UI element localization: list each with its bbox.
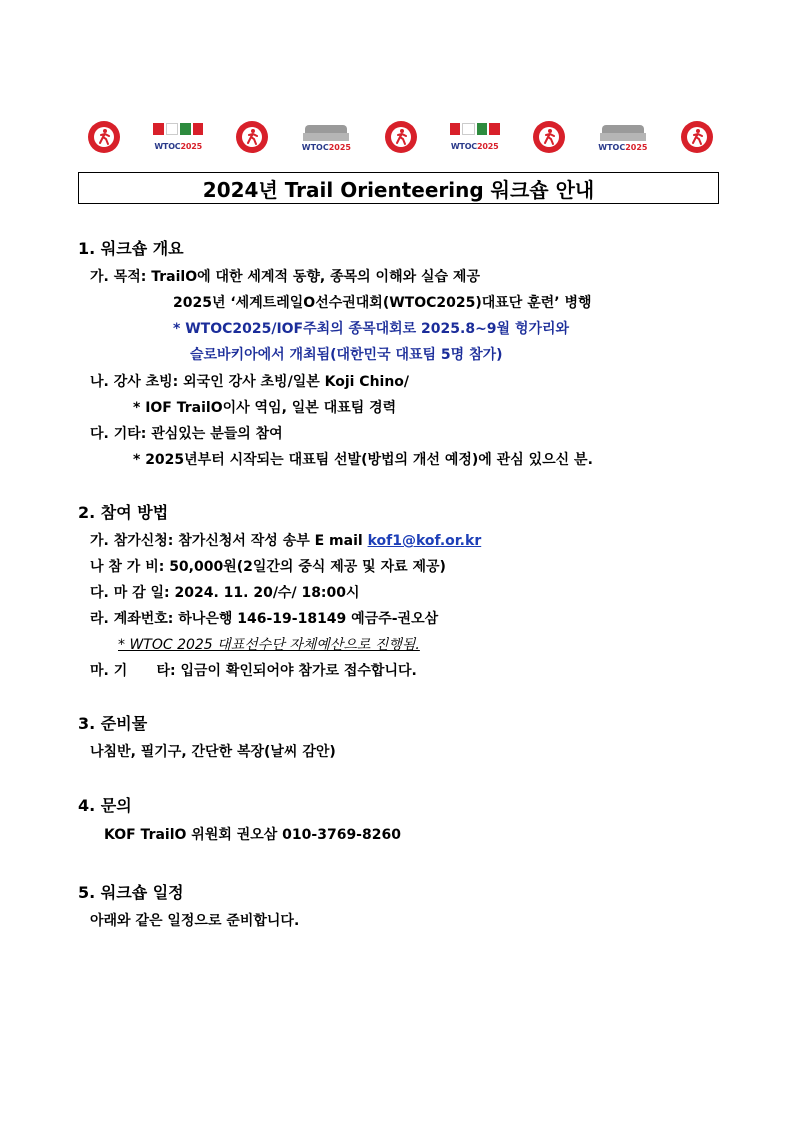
s1-instructor: 나. 강사 초빙: 외국인 강사 초빙/일본 Koji Chino/ <box>90 374 410 390</box>
s2-application-label: 가. 참가신청: 참가신청서 작성 송부 E mail <box>90 533 368 549</box>
wtoc-building-logo: WTOC2025 <box>299 121 353 153</box>
s1-instructor-note: * IOF TrailO이사 역임, 일본 대표팀 경력 <box>133 400 397 416</box>
s1-purpose-note1: * WTOC2025/IOF주최의 종목대회로 2025.8~9월 헝가리와 <box>173 321 570 337</box>
s2-other: 마. 기 타: 입금이 확인되어야 참가로 접수합니다. <box>90 663 417 679</box>
section-5-heading: 5. 워크숍 일정 <box>78 883 184 902</box>
wtoc-flags-logo: WTOC2025 <box>448 121 502 153</box>
s2-deadline: 다. 마 감 일: 2024. 11. 20/수/ 18:00시 <box>90 585 360 601</box>
section-1-heading: 1. 워크숍 개요 <box>78 239 184 258</box>
section-4-heading: 4. 문의 <box>78 796 132 815</box>
runner-logo-icon <box>385 121 417 153</box>
runner-logo-icon <box>681 121 713 153</box>
runner-logo-icon <box>88 121 120 153</box>
s4-contact: KOF TrailO 위원회 권오삼 010-3769-8260 <box>104 827 401 843</box>
email-link[interactable]: kof1@kof.or.kr <box>367 533 482 549</box>
s2-account-note: * WTOC 2025 대표선수단 자체예산으로 진행됨. <box>118 637 420 653</box>
s1-other: 다. 기타: 관심있는 분들의 참여 <box>90 426 283 442</box>
header-logo-banner <box>88 118 713 156</box>
s1-purpose-note2: 슬로바키아에서 개최됨(대한민국 대표팀 5명 참가) <box>190 347 503 363</box>
wtoc-building-logo: WTOC2025 <box>596 121 650 153</box>
section-3-heading: 3. 준비물 <box>78 714 148 733</box>
s5-schedule: 아래와 같은 일정으로 준비합니다. <box>90 913 300 929</box>
page-title: 2024년 Trail Orienteering 워크숍 안내 <box>78 172 719 204</box>
wtoc-flags-logo: WTOC2025 <box>151 121 205 153</box>
s2-application <box>90 530 481 550</box>
section-2-heading: 2. 참여 방법 <box>78 503 169 522</box>
s3-materials: 나침반, 필기구, 간단한 복장(날씨 감안) <box>90 744 336 760</box>
runner-logo-icon <box>533 121 565 153</box>
s1-purpose-line2: 2025년 ‘세계트레일O선수권대회(WTOC2025)대표단 훈련’ 병행 <box>173 295 592 311</box>
s1-purpose: 가. 목적: TrailO에 대한 세계적 동향, 종목의 이해와 실습 제공 <box>90 269 480 285</box>
s2-fee: 나 참 가 비: 50,000원(2일간의 중식 제공 및 자료 제공) <box>90 559 446 575</box>
s2-account: 라. 계좌번호: 하나은행 146-19-18149 예금주-권오삼 <box>90 611 439 627</box>
s1-other-note: * 2025년부터 시작되는 대표팀 선발(방법의 개선 예정)에 관심 있으신 분. <box>133 452 593 468</box>
runner-logo-icon <box>236 121 268 153</box>
